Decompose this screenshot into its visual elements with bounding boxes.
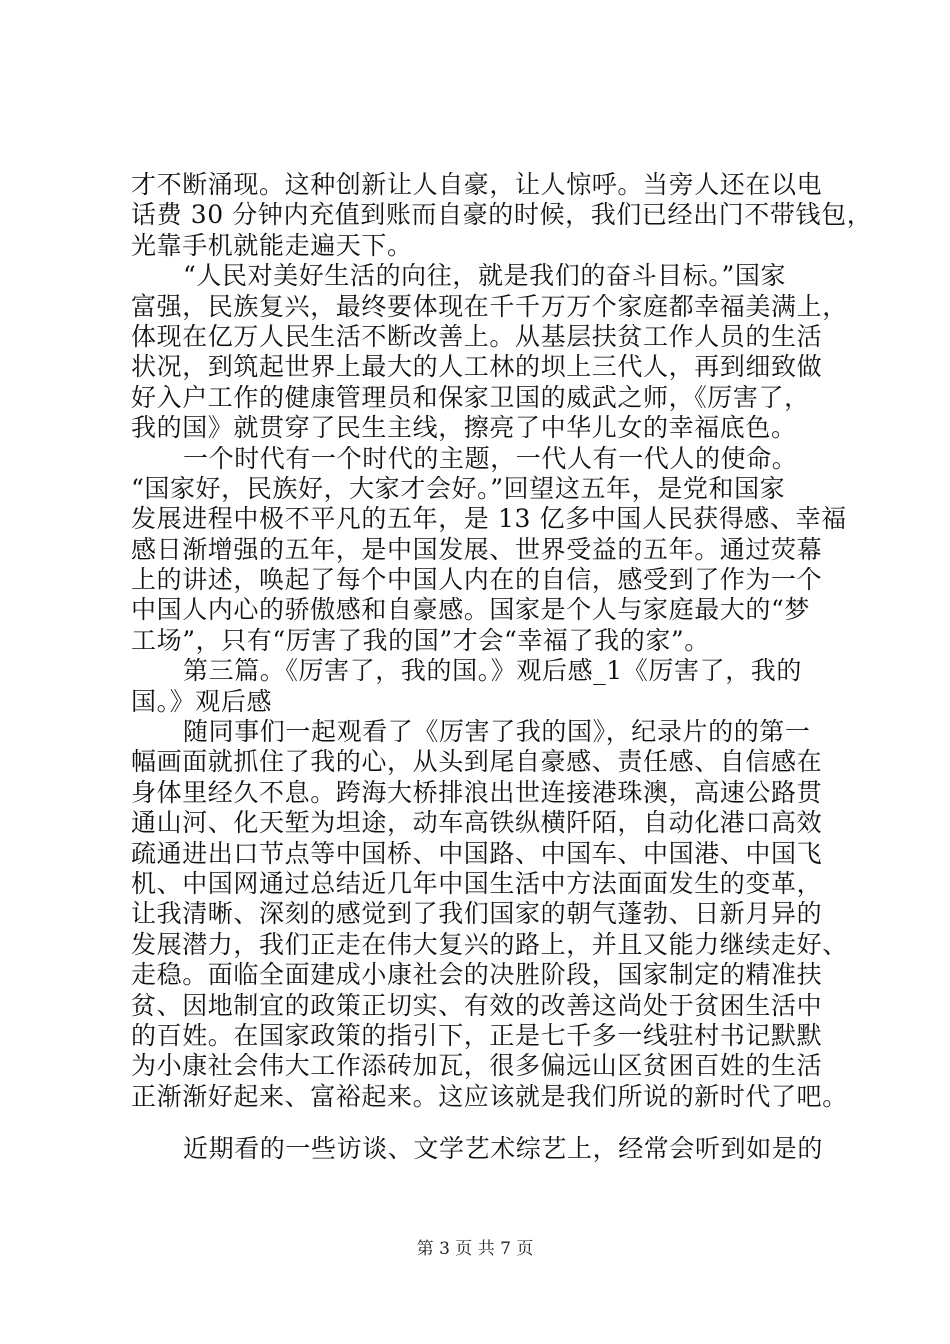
text-line: 走稳。面临全面建成小康社会的决胜阶段，国家制定的精准扶 [131, 960, 823, 990]
text-line: 发展潜力，我们正走在伟大复兴的路上，并且又能力继续走好、 [131, 929, 848, 959]
text-line: 正渐渐好起来、富裕起来。这应该就是我们所说的新时代了吧。 [131, 1081, 848, 1111]
page-footer: 第 3 页 共 7 页 [416, 1239, 534, 1259]
text-line: 光靠手机就能走遍天下。 [131, 230, 413, 260]
text-line: 一个时代有一个时代的主题，一代人有一代人的使命。 [183, 443, 798, 473]
text-line: 通山河、化天堑为坦途，动车高铁纵横阡陌，自动化港口高效 [131, 808, 823, 838]
text-line: 中国人内心的骄傲感和自豪感。国家是个人与家庭最大的“梦 [131, 595, 810, 625]
text-line: 上的讲述，唤起了每个中国人内在的自信，感受到了作为一个 [131, 565, 823, 595]
text-line: 富强，民族复兴，最终要体现在千千万万个家庭都幸福美满上， [131, 291, 848, 321]
text-line: 第三篇。《厉害了，我的国。》观后感_1《厉害了，我的 [183, 656, 803, 686]
text-line: 贫、因地制宜的政策正切实、有效的改善这尚处于贫困生活中 [131, 990, 823, 1020]
text-line: 的百姓。在国家政策的指引下，正是七千多一线驻村书记默默 [131, 1020, 823, 1050]
text-line: 发展进程中极不平凡的五年，是 13 亿多中国人民获得感、幸福 [131, 504, 847, 534]
text-line: 工场”，只有“厉害了我的国”才会“幸福了我的家”。 [131, 625, 710, 655]
text-line: 我的国》就贯穿了民生主线，擦亮了中华儿女的幸福底色。 [131, 413, 797, 443]
text-line: “国家好，民族好，大家才会好。”回望这五年，是党和国家 [131, 473, 786, 503]
text-line: “人民对美好生活的向往，就是我们的奋斗目标。”国家 [183, 261, 787, 291]
text-line: 近期看的一些访谈、文学艺术综艺上，经常会听到如是的 [183, 1134, 824, 1164]
text-line: 国。》观后感 [131, 686, 273, 716]
text-line: 才不断涌现。这种创新让人自豪，让人惊呼。当旁人还在以电 [131, 170, 823, 199]
text-line: 感日渐增强的五年，是中国发展、世界受益的五年。通过荧幕 [131, 534, 823, 564]
text-line: 随同事们一起观看了《厉害了我的国》，纪录片的的第一 [183, 717, 811, 747]
text-line: 让我清晰、深刻的感觉到了我们国家的朝气蓬勃、日新月异的 [131, 899, 823, 929]
paragraph-gap [131, 1112, 836, 1134]
text-line: 状况，到筑起世界上最大的人工林的坝上三代人，再到细致做 [131, 352, 823, 382]
text-line: 话费 30 分钟内充值到账而自豪的时候，我们已经出门不带钱包， [131, 200, 873, 230]
text-line: 为小康社会伟大工作添砖加瓦，很多偏远山区贫困百姓的生活 [131, 1051, 823, 1081]
text-line: 好入户工作的健康管理员和保家卫国的威武之师，《厉害了， [131, 382, 810, 412]
document-body [131, 170, 873, 1165]
text-line: 疏通进出口节点等中国桥、中国路、中国车、中国港、中国飞 [131, 838, 823, 868]
text-line: 幅画面就抓住了我的心，从头到尾自豪感、责任感、自信感在 [131, 747, 823, 777]
text-line: 身体里经久不息。跨海大桥排浪出世连接港珠澳，高速公路贯 [131, 777, 823, 807]
text-line: 机、中国网通过总结近几年中国生活中方法面面发生的变革， [131, 868, 823, 898]
text-line: 体现在亿万人民生活不断改善上。从基层扶贫工作人员的生活 [131, 321, 823, 351]
